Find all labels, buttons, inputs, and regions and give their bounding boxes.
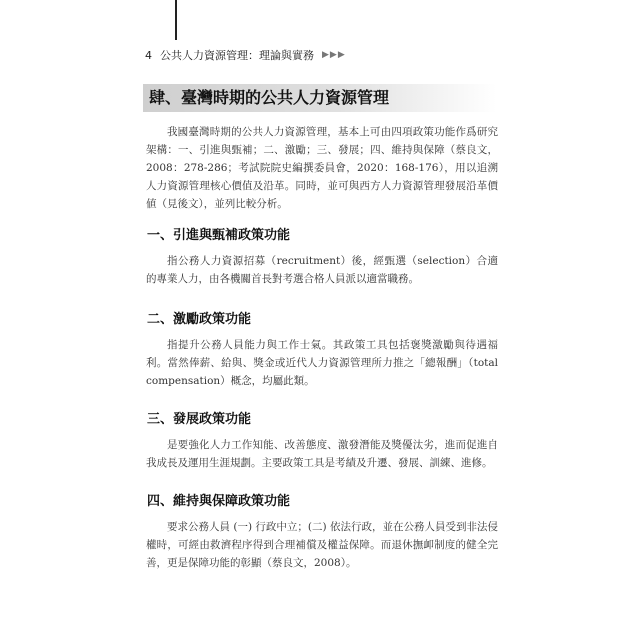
body-development: 是要強化人力工作知能、改善態度、激發潛能及獎優汰劣，進而促進自我成長及運用生涯規劃。主要政策工具是考績及升遷、發展、訓練、進修。 bbox=[146, 439, 498, 469]
section-title: 肆、臺灣時期的公共人力資源管理 bbox=[149, 88, 390, 107]
heading-motivation: 二、激勵政策功能 bbox=[147, 312, 252, 327]
heading-recruitment: 一、引進與甄補政策功能 bbox=[147, 228, 291, 243]
heading-development: 三、發展政策功能 bbox=[147, 412, 252, 427]
page-number: 4 bbox=[145, 48, 152, 62]
intro-paragraph: 我國臺灣時期的公共人力資源管理，基本上可由四項政策功能作爲研究架構：一、引進與甄補；二、激勵；三、發展；四、維持與保障（蔡良文，2008：278-286；考試院院史編撰委員會，2020：168-176），用以追溯人力資源管理核心價值及沿革。同時，並可與西方人力資源管理發展沿革價値（見後文），並列比較分析。 bbox=[146, 126, 498, 210]
body-maintenance: 要求公務人員 (一) 行政中立；(二) 依法行政，並在公務人員受到非法侵權時，可經由救濟程序得到合理補償及權益保障。而退休撫卹制度的健全完善，更是保障功能的彰顯（蔡良文，2008）。 bbox=[146, 521, 498, 569]
book-title: 公共人力資源管理：理論與實務 bbox=[160, 49, 314, 62]
body-motivation: 指提升公務人員能力與工作士氣。其政策工具包括褒獎激勵與待遇福利。當然俸薪、給與、獎金或近代人力資源管理所力推之「總報酬」（total compensation）概念，均屬此類。 bbox=[146, 339, 498, 387]
heading-maintenance: 四、維持與保障政策功能 bbox=[147, 494, 291, 509]
running-header bbox=[145, 45, 346, 65]
top-rule-line bbox=[175, 0, 177, 40]
arrows-icon: ▶▶▶ bbox=[322, 50, 346, 60]
body-recruitment: 指公務人力資源招募（recruitment）後，經甄選（selection）合適的專業人力，由各機關首長對考選合格人員派以適當職務。 bbox=[146, 255, 498, 285]
